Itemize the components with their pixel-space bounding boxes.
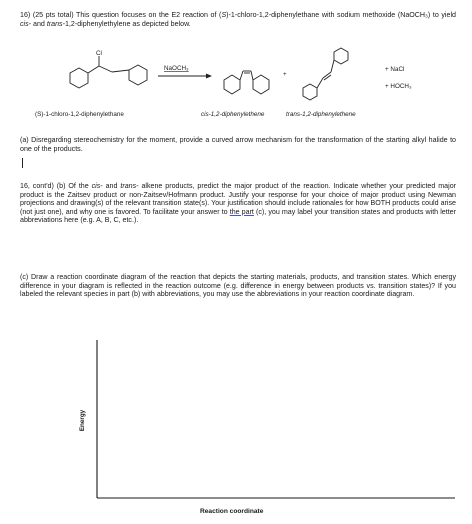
byproduct-methanol: + HOCH₃ [385,83,412,90]
part-c-link[interactable]: the part [229,207,254,216]
cis-word: cis- [20,19,32,28]
chlorine-label: Cl [96,50,102,57]
intro-text-b: )-1-chloro-1,2-diphenylethane with sodium methoxide (NaOCH₃) to yield [226,11,456,19]
part-b-text-2: alkene products, predict the major product of the reaction. Indicate whether your predicted major product is the Zaitsev product or non-Zaitsev/Hofmann product. Justify your response for your choice of major product using Newman projections and drawing(s) of the relevant transition state(s). Your justification should include rationales for how BOTH products could arise (not just one), and why one is favored. To facilitate your answer to [20,182,456,216]
intro-text-c: 1,2-diphenylethylene as depicted below. [64,19,191,28]
y-axis-label: Energy [79,409,87,432]
part-b-trans: trans- [120,182,139,190]
cis-caption-text: cis-1,2-diphenylethene [201,111,265,118]
byproduct-nacl: + NaCl [385,66,405,73]
part-c-text: (c) Draw a reaction coordinate diagram of the reaction that depicts the starting materials, products, and transition states. Which energy difference in your diagram is reflected in the reaction outcome (e.g. difference in energy between products vs. transition states)? If you labeled the relevant species in part (b) with abbreviations, you may use the abbreviations in your reaction coordinate diagram. [20,273,456,299]
and-word: and [31,19,47,28]
trans-word: trans- [46,19,65,28]
reagent-label: NaOCH₃ [164,65,189,72]
part-a-text: (a) Disregarding stereochemistry for the moment, provide a curved arrow mechanism for the transformation of the starting alkyl halide to one of the products. [20,136,456,153]
x-axis-label: Reaction coordinate [200,508,264,515]
part-b-cis: cis- [91,182,103,190]
stereo-label: S [221,11,227,19]
plus-sign: + [283,71,287,78]
starting-material-caption: (S)-1-chloro-1,2-diphenylethane [35,111,124,118]
part-b-and: and [102,182,121,190]
question-number: 16) [20,11,31,19]
part-b-text-3: (c), you may label your transition states and products with letter abbreviations here (e.g. A, B, C, etc.). [20,207,456,225]
trans-caption-text: trans-1,2-diphenylethene [286,111,356,118]
intro-text-a: This question focuses on the E2 reaction of ( [73,11,222,19]
part-b-text-1: 16, cont'd) (b) Of the [20,182,92,190]
question-points: (25 pts total) [32,11,74,19]
